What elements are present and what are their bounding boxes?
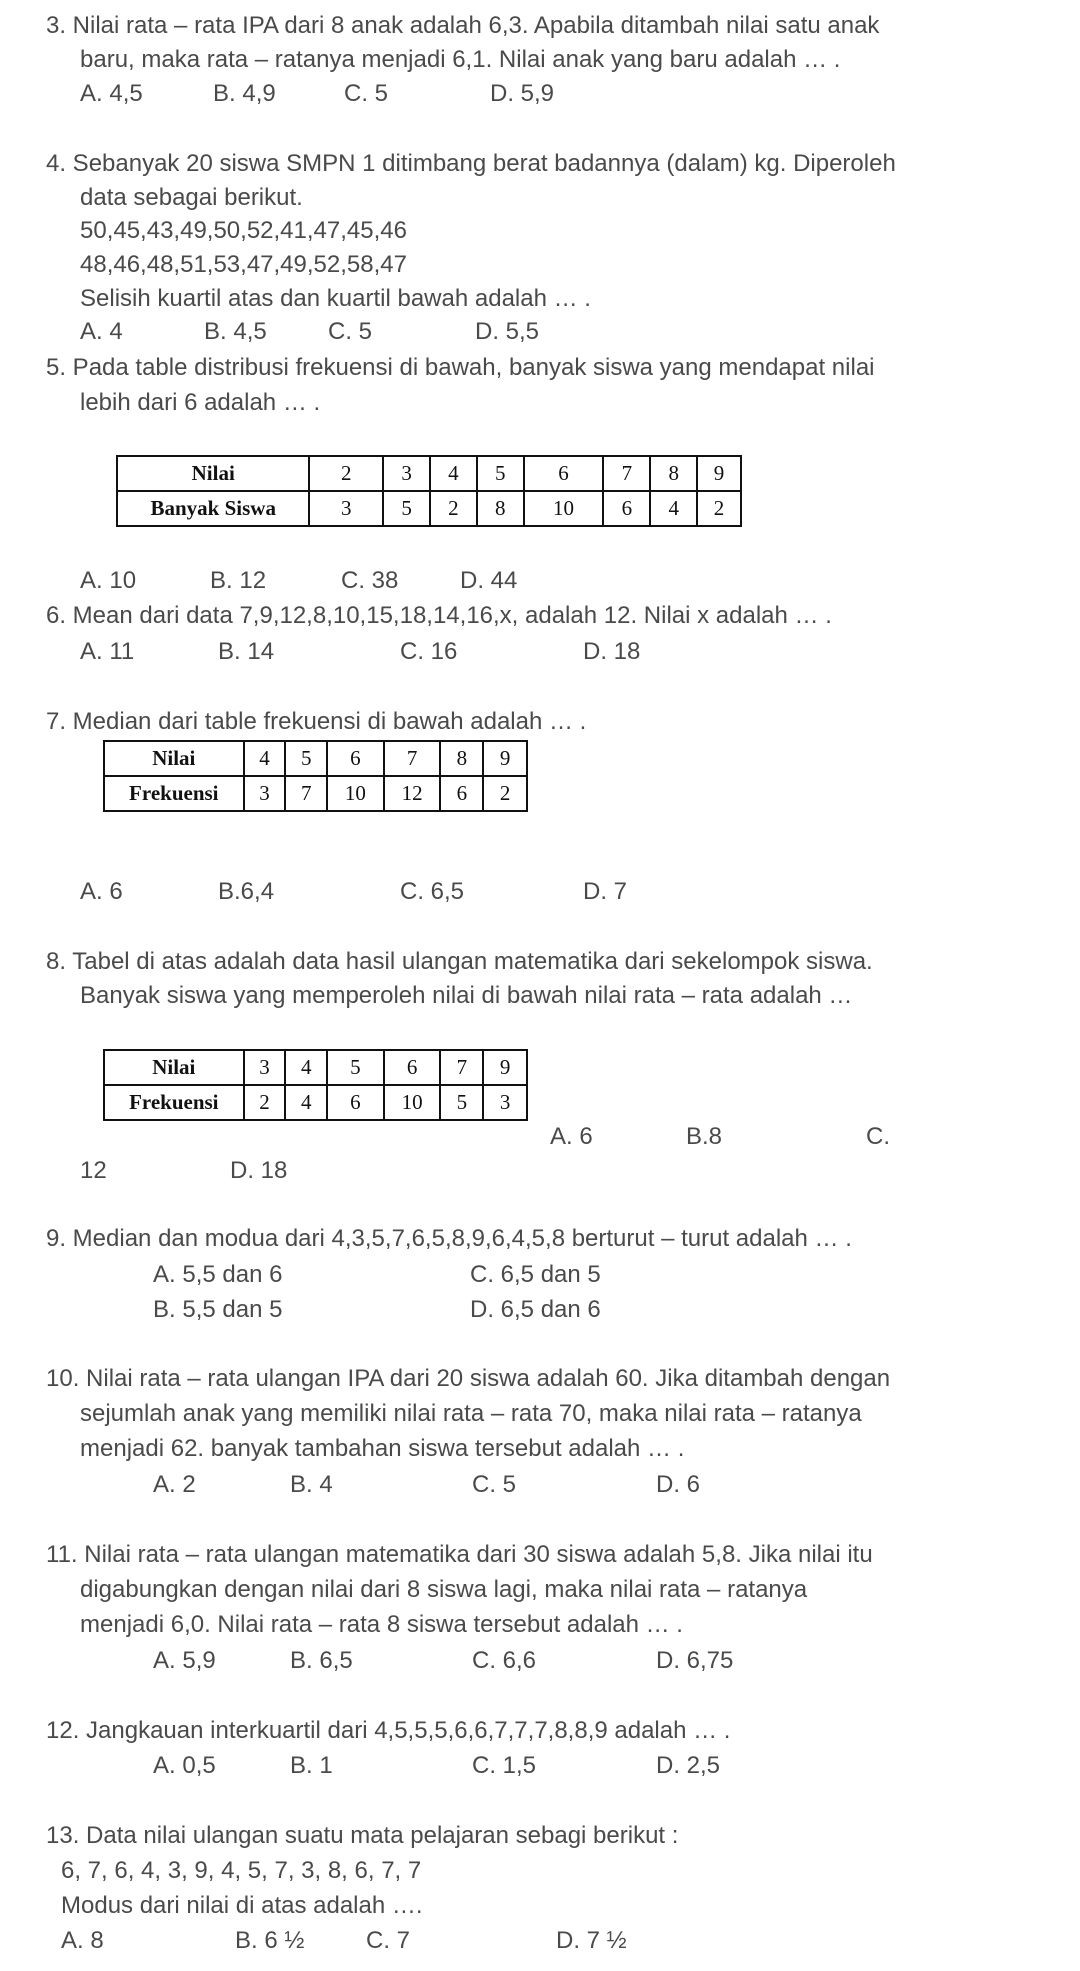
q12-option-d: D. 2,5 <box>656 1752 721 1779</box>
question-4-data-row-2: 48,46,48,51,53,47,49,52,58,47 <box>80 251 407 278</box>
table-cell: 3 <box>483 1085 527 1120</box>
table-header-cell: Frekuensi <box>104 1085 244 1120</box>
q4-option-a: A. 4 <box>80 318 123 345</box>
table-cell: 4 <box>650 491 697 526</box>
table-cell: 10 <box>384 1085 441 1120</box>
table-cell: 2 <box>697 491 741 526</box>
table-cell: 2 <box>430 491 477 526</box>
q5-option-b: B. 12 <box>210 567 267 594</box>
table-cell: 5 <box>327 1050 384 1085</box>
table-cell: 5 <box>383 491 430 526</box>
q9-option-b: B. 5,5 dan 5 <box>153 1296 283 1323</box>
table-cell: 8 <box>477 491 524 526</box>
question-3-text: 3. Nilai rata – rata IPA dari 8 anak adalah 6,3. Apabila ditambah nilai satu anak <box>46 12 880 39</box>
table-cell: 5 <box>285 741 327 776</box>
table-cell: 7 <box>285 776 327 811</box>
question-4-text: 4. Sebanyak 20 siswa SMPN 1 ditimbang berat badannya (dalam) kg. Diperoleh <box>46 150 896 177</box>
table-row <box>104 776 527 811</box>
q7-option-c: C. 6,5 <box>400 878 465 905</box>
q8-option-d: D. 18 <box>230 1157 288 1184</box>
q7-frequency-table <box>103 740 528 812</box>
question-10-text-cont: sejumlah anak yang memiliki nilai rata – rata 70, maka nilai rata – ratanya <box>80 1400 862 1427</box>
table-cell: 2 <box>309 456 383 491</box>
q13-option-d: D. 7 ½ <box>556 1927 627 1954</box>
table-cell: 3 <box>244 776 286 811</box>
table-cell: 3 <box>383 456 430 491</box>
q4-option-c: C. 5 <box>328 318 373 345</box>
q5-option-c: C. 38 <box>341 567 399 594</box>
question-13-data: 6, 7, 6, 4, 3, 9, 4, 5, 7, 3, 8, 6, 7, 7 <box>61 1857 422 1884</box>
question-11-text-cont-2: menjadi 6,0. Nilai rata – rata 8 siswa tersebut adalah … . <box>80 1611 683 1638</box>
table-row <box>104 1085 527 1120</box>
table-header-cell: Nilai <box>104 1050 244 1085</box>
table-cell: 5 <box>477 456 524 491</box>
q8-option-b: B.8 <box>686 1123 723 1150</box>
table-row <box>104 1050 527 1085</box>
question-12-text: 12. Jangkauan interkuartil dari 4,5,5,5,6,6,7,7,7,8,8,9 adalah … . <box>46 1717 731 1744</box>
table-header-cell: Banyak Siswa <box>117 491 309 526</box>
question-4-text-cont: data sebagai berikut. <box>80 184 303 211</box>
table-cell: 9 <box>697 456 741 491</box>
table-cell: 9 <box>483 741 527 776</box>
question-13-prompt: Modus dari nilai di atas adalah …. <box>61 1892 423 1919</box>
q7-option-b: B.6,4 <box>218 878 275 905</box>
q10-option-b: B. 4 <box>290 1471 333 1498</box>
q6-option-b: B. 14 <box>218 638 275 665</box>
q3-option-a: A. 4,5 <box>80 80 143 107</box>
q11-option-a: A. 5,9 <box>153 1647 216 1674</box>
q6-option-c: C. 16 <box>400 638 458 665</box>
question-5-text: 5. Pada table distribusi frekuensi di bawah, banyak siswa yang mendapat nilai <box>46 354 875 381</box>
table-header-cell: Frekuensi <box>104 776 244 811</box>
q12-option-b: B. 1 <box>290 1752 333 1779</box>
q6-option-d: D. 18 <box>583 638 641 665</box>
question-11-text: 11. Nilai rata – rata ulangan matematika dari 30 siswa adalah 5,8. Jika nilai itu <box>46 1541 873 1568</box>
table-cell: 3 <box>244 1050 286 1085</box>
q3-option-b: B. 4,9 <box>213 80 276 107</box>
q6-option-a: A. 11 <box>80 638 135 665</box>
q9-option-a: A. 5,5 dan 6 <box>153 1261 283 1288</box>
question-11-text-cont: digabungkan dengan nilai dari 8 siswa lagi, maka nilai rata – ratanya <box>80 1576 808 1603</box>
table-cell: 3 <box>309 491 383 526</box>
q8-option-c: C. <box>866 1123 890 1150</box>
table-cell: 8 <box>650 456 697 491</box>
question-9-text: 9. Median dan modua dari 4,3,5,7,6,5,8,9,6,4,5,8 berturut – turut adalah … . <box>46 1225 852 1252</box>
q5-option-a: A. 10 <box>80 567 137 594</box>
table-cell: 6 <box>327 741 384 776</box>
table-cell: 4 <box>285 1085 327 1120</box>
q8-option-a: A. 6 <box>550 1123 593 1150</box>
question-5-text-cont: lebih dari 6 adalah … . <box>80 389 321 416</box>
q8-frequency-table <box>103 1049 528 1121</box>
q10-option-a: A. 2 <box>153 1471 196 1498</box>
q9-option-d: D. 6,5 dan 6 <box>470 1296 601 1323</box>
table-cell: 6 <box>603 491 650 526</box>
q11-option-b: B. 6,5 <box>290 1647 353 1674</box>
q13-option-c: C. 7 <box>366 1927 411 1954</box>
q11-option-c: C. 6,6 <box>472 1647 537 1674</box>
table-cell: 4 <box>244 741 286 776</box>
table-cell: 9 <box>483 1050 527 1085</box>
q11-option-d: D. 6,75 <box>656 1647 734 1674</box>
table-row <box>104 741 527 776</box>
question-8-text-cont: Banyak siswa yang memperoleh nilai di bawah nilai rata – rata adalah … <box>80 982 853 1009</box>
question-10-text: 10. Nilai rata – rata ulangan IPA dari 20 siswa adalah 60. Jika ditambah dengan <box>46 1365 891 1392</box>
q10-option-d: D. 6 <box>656 1471 701 1498</box>
q4-option-d: D. 5,5 <box>475 318 540 345</box>
question-8-text: 8. Tabel di atas adalah data hasil ulangan matematika dari sekelompok siswa. <box>46 948 873 975</box>
q4-option-b: B. 4,5 <box>204 318 267 345</box>
table-cell: 7 <box>384 741 441 776</box>
table-cell: 4 <box>430 456 477 491</box>
q7-option-d: D. 7 <box>583 878 628 905</box>
table-cell: 4 <box>285 1050 327 1085</box>
table-cell: 10 <box>327 776 384 811</box>
q10-option-c: C. 5 <box>472 1471 517 1498</box>
question-4-prompt: Selisih kuartil atas dan kuartil bawah adalah … . <box>80 285 591 312</box>
table-cell: 5 <box>440 1085 483 1120</box>
table-cell: 12 <box>384 776 441 811</box>
q5-option-d: D. 44 <box>460 567 518 594</box>
q12-option-a: A. 0,5 <box>153 1752 216 1779</box>
table-cell: 2 <box>244 1085 286 1120</box>
q3-option-d: D. 5,9 <box>490 80 555 107</box>
table-header-cell: Nilai <box>117 456 309 491</box>
q3-option-c: C. 5 <box>344 80 389 107</box>
q9-option-c: C. 6,5 dan 5 <box>470 1261 601 1288</box>
q13-option-a: A. 8 <box>61 1927 104 1954</box>
table-cell: 6 <box>327 1085 384 1120</box>
table-row <box>117 491 741 526</box>
q7-option-a: A. 6 <box>80 878 123 905</box>
question-3-text-cont: baru, maka rata – ratanya menjadi 6,1. Nilai anak yang baru adalah … . <box>80 46 841 73</box>
question-10-text-cont-2: menjadi 62. banyak tambahan siswa tersebut adalah … . <box>80 1435 685 1462</box>
question-6-text: 6. Mean dari data 7,9,12,8,10,15,18,14,16,x, adalah 12. Nilai x adalah … . <box>46 602 832 629</box>
table-cell: 8 <box>440 741 483 776</box>
table-cell: 6 <box>384 1050 441 1085</box>
question-7-text: 7. Median dari table frekuensi di bawah adalah … . <box>46 708 587 735</box>
table-row <box>117 456 741 491</box>
table-header-cell: Nilai <box>104 741 244 776</box>
q12-option-c: C. 1,5 <box>472 1752 537 1779</box>
table-cell: 6 <box>440 776 483 811</box>
table-cell: 7 <box>603 456 650 491</box>
table-cell: 10 <box>524 491 604 526</box>
question-4-data-row-1: 50,45,43,49,50,52,41,47,45,46 <box>80 217 407 244</box>
q5-frequency-table <box>116 455 742 527</box>
table-cell: 7 <box>440 1050 483 1085</box>
q13-option-b: B. 6 ½ <box>235 1927 305 1954</box>
q8-option-c-value: 12 <box>80 1157 107 1184</box>
table-cell: 2 <box>483 776 527 811</box>
question-13-text: 13. Data nilai ulangan suatu mata pelajaran sebagi berikut : <box>46 1822 679 1849</box>
table-cell: 6 <box>524 456 604 491</box>
